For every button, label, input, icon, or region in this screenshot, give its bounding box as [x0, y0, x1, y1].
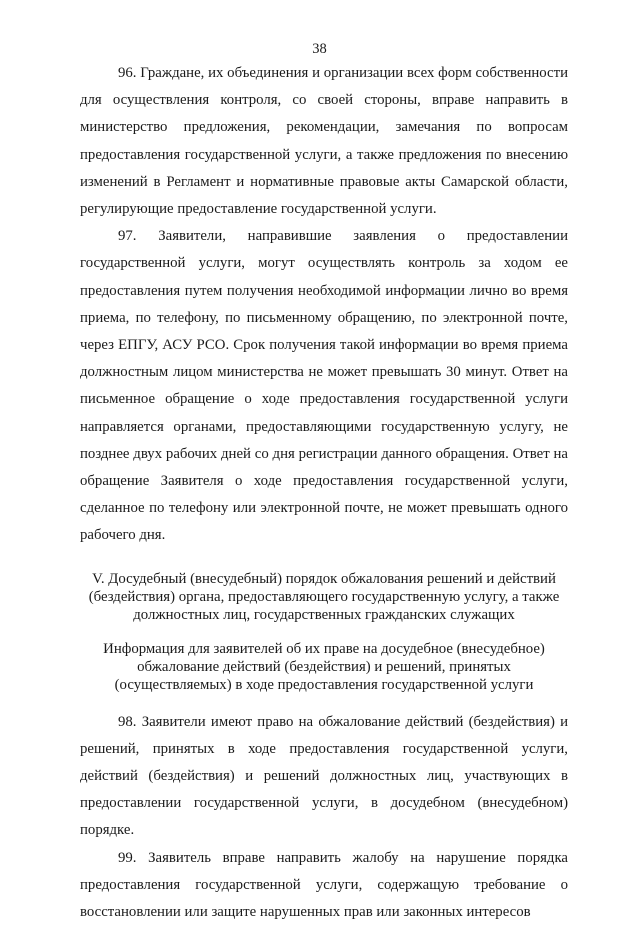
section-heading	[80, 570, 568, 624]
section-heading-line: (бездействия) органа, предоставляющего государственную услугу, а также	[88, 588, 560, 605]
paragraph-96: 96. Граждане, их объединения и организации всех форм собственности для осуществления контроля, со своей стороны, вправе направить в министерство предложения, рекомендации, замечания по вопросам предоставления государственной услуги, а также предложения по внесению изменений в Регламент и нормативные правовые акты Самарской области, регулирующие предоставление государственной услуги.	[80, 65, 568, 218]
subsection-heading-line: (осуществляемых) в ходе предоставления государственной услуги	[114, 676, 534, 693]
paragraph-98: 98. Заявители имеют право на обжалование действий (бездействия) и решений, принятых в ходе предоставления государственной услуги, действий (бездействия) и решений должностных лиц, участвующих в предоставлении государственной услуги, в досудебном (внесудебном) порядке.	[80, 713, 568, 839]
page-number: 38	[312, 41, 327, 57]
section-heading-line: V. Досудебный (внесудебный) порядок обжалования решений и действий	[92, 570, 556, 587]
subsection-heading	[80, 640, 568, 694]
document-body	[80, 60, 568, 926]
section-heading-line: должностных лиц, государственных гражданских служащих	[133, 606, 515, 623]
subsection-heading-line: Информация для заявителей об их праве на досудебное (внесудебное)	[103, 640, 545, 657]
subsection-heading-line: обжалование действий (бездействия) и решений, принятых	[137, 658, 511, 675]
paragraph-97: 97. Заявители, направившие заявления о предоставлении государственной услуги, могут осуществлять контроль за ходом ее предоставления путем получения необходимой информации лично во время приема, по телефону, по письменному обращению, по электронной почте, через ЕПГУ, АСУ РСО. Срок получения такой информации во время приема должностным лицом министерства не может превышать 30 минут. Ответ на письменное обращение о ходе предоставления государственной услуги направляется органами, предоставляющими государственную услугу, не позднее двух рабочих дней со дня регистрации данного обращения. Ответ на обращение Заявителя о ходе предоставления государственной услуги, сделанное по телефону или электронной почте, не может превышать одного рабочего дня.	[80, 228, 568, 544]
paragraph-99: 99. Заявитель вправе направить жалобу на нарушение порядка предоставления государственной услуги, содержащую требование о восстановлении или защите нарушенных прав или законных интересов	[80, 849, 568, 921]
